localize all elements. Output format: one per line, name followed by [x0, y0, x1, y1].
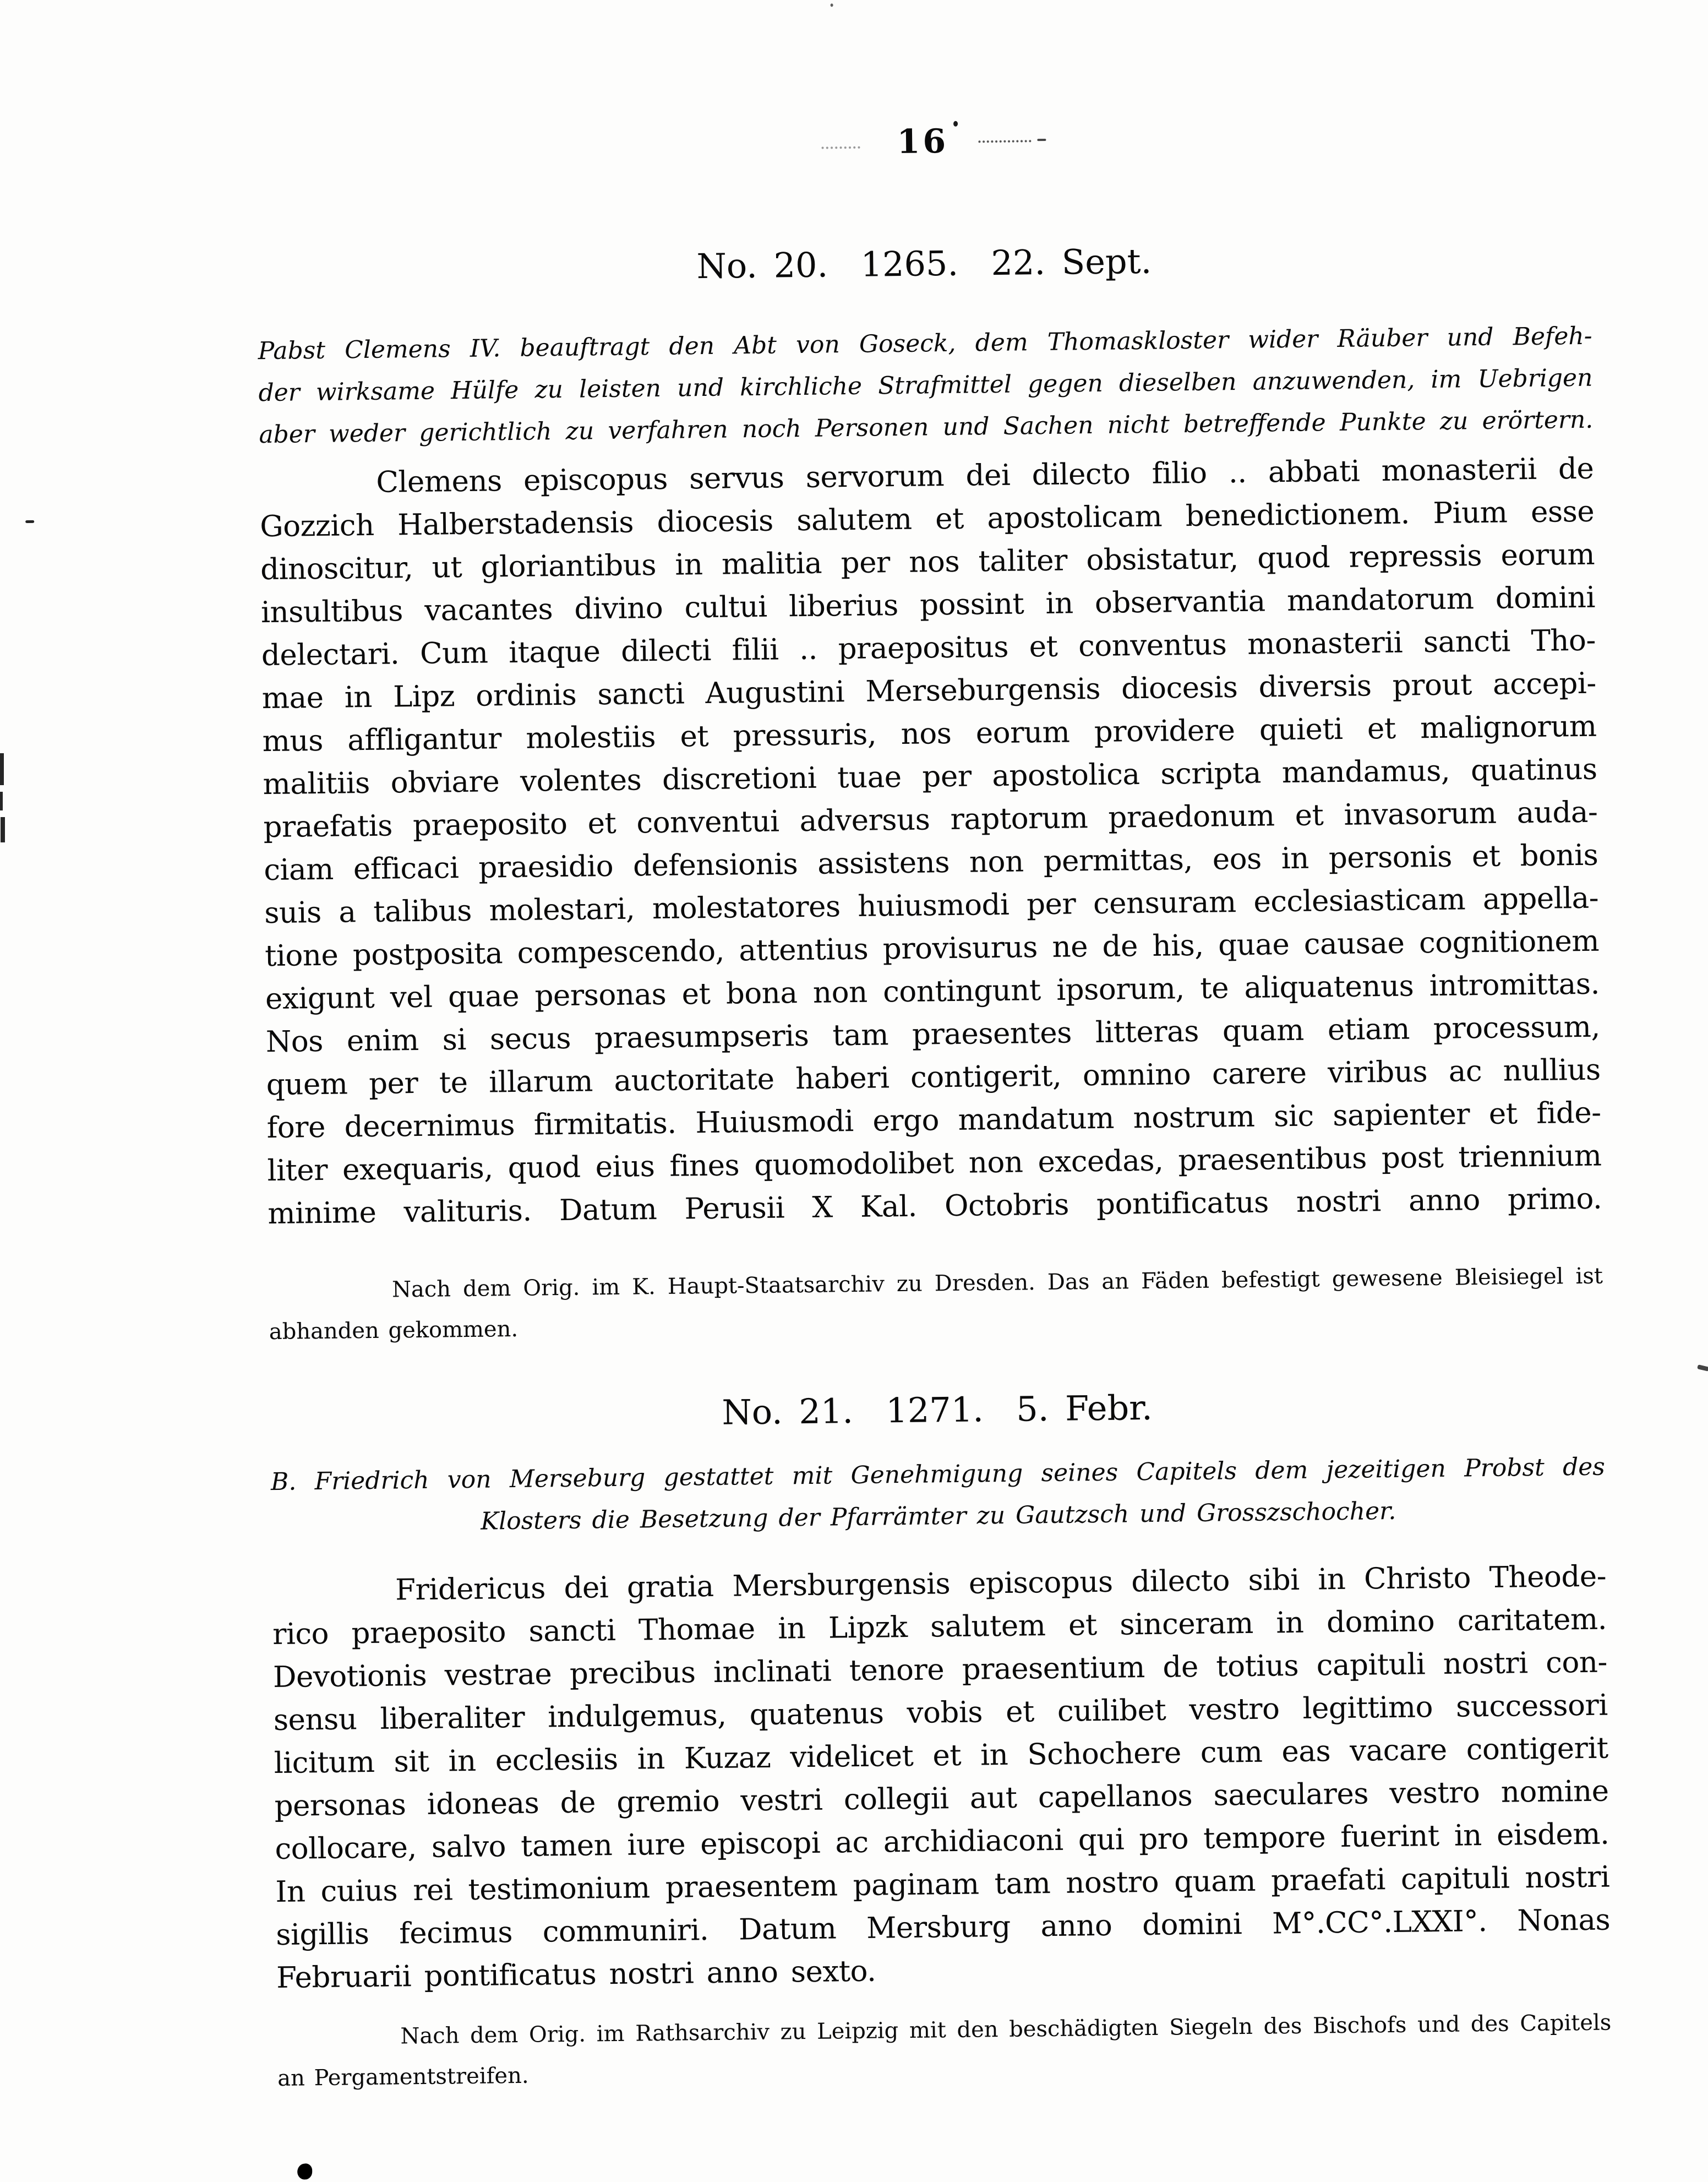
body-text-line: minime valituris. Datum Perusii X Kal. Octobris pontificatus nostri anno primo. — [268, 1182, 1602, 1231]
body-text-line: exigunt vel quae personas et bona non contingunt ipsorum, te aliquatenus intromittas. — [265, 967, 1600, 1016]
body-text-line: Clemens episcopus servus servorum dei dilecto filio .. abbati monasterii de — [376, 451, 1594, 499]
body-text-line: Februarii pontificatus nostri anno sexto. — [276, 1954, 876, 1995]
body-text-line: ciam efficaci praesidio defensionis assistens non permittas, eos in personis et bonis — [264, 838, 1598, 888]
body-text-line: quem per te illarum auctoritate haberi contigerit, omnino carere viribus ac nullius — [266, 1053, 1601, 1102]
body-text-line: fore decernimus firmitatis. Huiusmodi ergo mandatum nostrum sic sapienter et fide- — [266, 1096, 1601, 1145]
charter-body — [259, 448, 1602, 1236]
charter-body — [272, 1555, 1611, 2000]
body-text-line: liter exequaris, quod eius fines quomodolibet non excedas, praesentibus post triennium — [267, 1139, 1602, 1188]
body-text-line: insultibus vacantes divino cultui liberius possint in observantia mandatorum domini — [260, 580, 1596, 630]
body-text-line: Fridericus dei gratia Mersburgensis episcopus dilecto sibi in Christo Theode- — [395, 1559, 1607, 1607]
body-text-line: Nos enim si secus praesumpseris tam praesentes litteras quam etiam processum, — [265, 1010, 1601, 1059]
source-note — [269, 1256, 1604, 1352]
source-note-line: an Pergamentstreifen. — [277, 2063, 529, 2091]
body-text-line: rico praeposito sancti Thomae in Lipzk salutem et sinceram in domino caritatem. — [272, 1602, 1607, 1652]
summary-line: aber weder gerichtlich zu verfahren noch Personen und Sachen nicht betreffende Punkte zu erörtern. — [259, 405, 1594, 449]
page-number: 16 — [897, 122, 949, 161]
source-note-line: Nach dem Orig. im K. Haupt-Staatsarchiv zu Dresden. Das an Fäden befestigt gewesene Bleisiegel ist — [391, 1263, 1603, 1303]
body-text-line: sensu liberaliter indulgemus, quatenus vobis et cuilibet vestro legittimo successori — [273, 1688, 1608, 1738]
body-text-line: mus affligantur molestiis et pressuris, nos eorum providere quieti et malignorum — [262, 709, 1597, 759]
charter-summary — [258, 315, 1593, 456]
body-text-line: sigillis fecimus communiri. Datum Mersburg anno domini M°.CC°.LXXI°. Nonas — [275, 1903, 1611, 1952]
body-text-line: Gozzich Halberstadensis diocesis salutem et apostolicam benedictionem. Pium esse — [259, 494, 1595, 544]
scan-artifact-dash — [25, 520, 34, 523]
body-text-line: personas idoneas de gremio vestri collegii aut capellanos saeculares vestro nomine — [274, 1774, 1609, 1824]
body-text-line: tione postposita compescendo, attentius provisurus ne de his, quae causae cognitionem — [264, 924, 1600, 973]
body-text-line: dinoscitur, ut gloriantibus in malitia per nos taliter obsistatur, quod repressis eorum — [260, 537, 1595, 587]
body-text-line: suis a talibus molestari, molestatores huiusmodi per censuram ecclesiasticam appella- — [264, 881, 1599, 931]
source-note-line: Nach dem Orig. im Rathsarchiv zu Leipzig mit den beschädigten Siegeln des Bischofs und des Capitels — [400, 2010, 1612, 2049]
body-text-line: mae in Lipz ordinis sancti Augustini Merseburgensis diocesis diversis prout accepi- — [261, 666, 1597, 716]
charter-heading: No. 21. 1271. 5. Febr. — [722, 1387, 1153, 1433]
summary-line: Klosters die Besetzung der Pfarrämter zu Gautzsch und Grosszschocher. — [480, 1497, 1396, 1536]
summary-line: Pabst Clemens IV. beauftragt den Abt von Goseck, dem Thomaskloster wider Räuber und Befeh- — [258, 322, 1592, 366]
body-text-line: licitum sit in ecclesiis in Kuzaz videlicet et in Schochere cum eas vacare contigerit — [274, 1731, 1608, 1781]
scan-artifact-ink-blot — [297, 2163, 312, 2179]
summary-line: der wirksame Hülfe zu leisten und kirchliche Strafmittel gegen dieselben anzuwenden, im Uebrigen — [258, 363, 1593, 407]
source-note-line: abhanden gekommen. — [269, 1316, 519, 1345]
source-note — [277, 2003, 1612, 2099]
body-text-line: collocare, salvo tamen iure episcopi ac archidiaconi qui pro tempore fuerint in eisdem. — [275, 1817, 1609, 1867]
body-text-line: delectari. Cum itaque dilecti filii .. praepositus et conventus monasterii sancti Tho- — [261, 623, 1596, 673]
summary-line: B. Friedrich von Merseburg gestattet mit Genehmigung seines Capitels dem jezeitigen Probst des — [270, 1452, 1606, 1497]
body-text-line: Devotionis vestrae precibus inclinati tenore praesentium de totius capituli nostri con- — [272, 1645, 1608, 1695]
body-text-line: In cuius rei testimonium praesentem paginam tam nostro quam praefati capituli nostri — [275, 1860, 1610, 1909]
charter-heading: No. 20. 1265. 22. Sept. — [696, 241, 1152, 287]
scan-artifact-dot — [953, 121, 958, 127]
body-text-line: malitiis obviare volentes discretioni tuae per apostolica scripta mandamus, quatinus — [263, 752, 1597, 802]
scan-artifact-dash — [1697, 1364, 1708, 1372]
scan-artifact-dash — [1037, 139, 1046, 141]
scan-artifact-dot — [831, 3, 833, 7]
charter-summary — [271, 1446, 1606, 1545]
body-text-line: praefatis praeposito et conventui adversus raptorum praedonum et invasorum auda- — [263, 795, 1598, 845]
scan-artifact-dashes — [822, 146, 860, 149]
